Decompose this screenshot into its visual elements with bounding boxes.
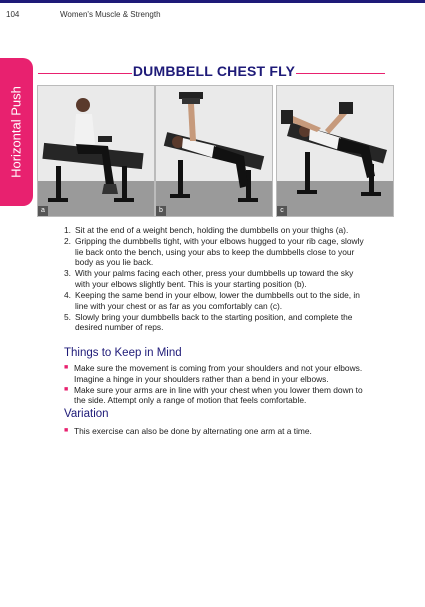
photo-b-illustration xyxy=(156,86,273,217)
step-text: Gripping the dumbbells tight, with your elbows hugged to your rib cage, slowly lie back onto the bench, using your abs to keep the dumbbells close to your body as you lie back. xyxy=(75,236,364,268)
bullet-icon: ■ xyxy=(64,364,69,371)
photo-a-illustration xyxy=(38,86,155,217)
step-item xyxy=(64,290,370,311)
keep-in-mind-list xyxy=(64,363,374,406)
list-item-text: Make sure the movement is coming from your shoulders and not your elbows. Imagine a hinge in your shoulders rather than a bend in your elbows. xyxy=(74,363,363,384)
keep-in-mind-heading: Things to Keep in Mind xyxy=(64,347,182,359)
photo-label: c xyxy=(277,206,287,216)
step-text: Slowly bring your dumbbells back to the starting position, and complete the desired number of reps. xyxy=(75,311,353,333)
side-tab-label: Horizontal Push xyxy=(8,86,24,178)
step-number: 3. xyxy=(64,268,71,279)
bullet-icon: ■ xyxy=(64,385,69,393)
step-item xyxy=(64,225,370,236)
instruction-steps xyxy=(64,225,370,333)
list-item xyxy=(64,363,374,384)
exercise-photo-a xyxy=(37,85,155,217)
photo-c-illustration xyxy=(277,86,394,217)
list-item-text: This exercise can also be done by alternating one arm at a time. xyxy=(74,426,312,436)
step-text: Sit at the end of a weight bench, holding the dumbbells on your thighs (a). xyxy=(75,225,349,235)
step-number: 4. xyxy=(64,290,71,301)
step-item xyxy=(64,312,370,333)
running-head: Women's Muscle & Strength xyxy=(60,10,161,19)
list-item xyxy=(64,385,374,406)
exercise-title: DUMBBELL CHEST FLY xyxy=(132,63,296,79)
header-rule xyxy=(0,0,425,3)
photo-label: b xyxy=(156,206,166,216)
bullet-icon: ■ xyxy=(64,427,69,434)
list-item xyxy=(64,426,374,437)
exercise-photo-c xyxy=(276,85,394,217)
photo-label: a xyxy=(38,206,48,216)
variation-list xyxy=(64,426,374,437)
list-item-text: Make sure your arms are in line with your chest when you lower them down to the side. Attempt only a range of motion that feels comfortable. xyxy=(74,384,363,406)
exercise-photo-b xyxy=(155,85,273,217)
title-box xyxy=(132,62,296,80)
step-number: 5. xyxy=(64,311,71,322)
step-text: Keeping the same bend in your elbow, lower the dumbbells out to the side, in line with your chest or as far as you comfortably can (c). xyxy=(75,290,360,311)
page-number: 104 xyxy=(6,10,20,19)
step-number: 1. xyxy=(64,225,71,235)
variation-heading: Variation xyxy=(64,408,109,420)
step-item xyxy=(64,236,370,268)
step-item xyxy=(64,268,370,289)
step-number: 2. xyxy=(64,236,71,247)
step-text: With your palms facing each other, press your dumbbells up toward the sky with your elbows slightly bent. This is your starting position (b). xyxy=(75,268,354,289)
